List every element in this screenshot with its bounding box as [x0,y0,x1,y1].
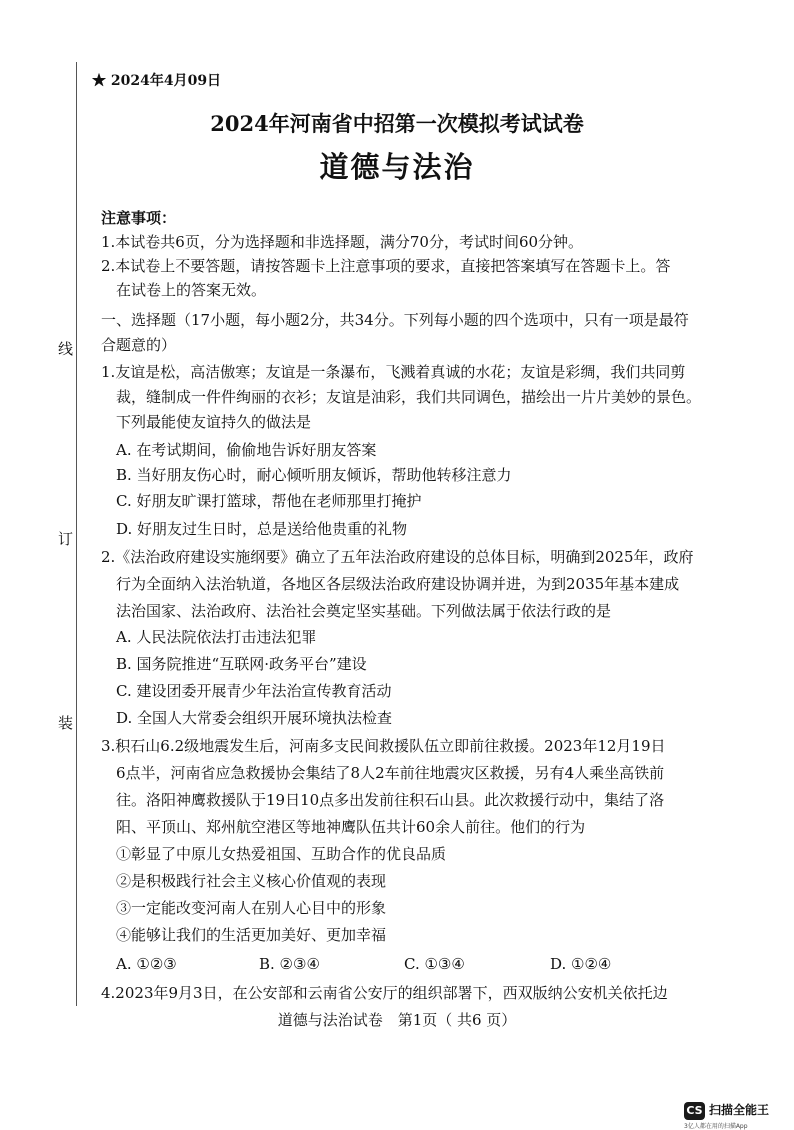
exam-title: 2024年河南省中招第一次模拟考试试卷 [210,111,584,136]
q2-option-c: C. 建设团委开展青少年法治宣传教育活动 [116,682,392,700]
q1-option-c: C. 好朋友旷课打篮球，帮他在老师那里打掩护 [116,492,422,510]
q3-stem-cont: 往。洛阳神鹰救援队于19日10点多出发前往积石山县。此次救援行动中，集结了洛 [116,791,665,809]
q3-statement-4: ④能够让我们的生活更加美好、更加幸福 [116,926,387,944]
binding-margin-line [76,62,77,1006]
camscanner-logo-icon: CS [684,1102,705,1120]
notice-heading: 注意事项： [101,209,177,227]
page-footer: 道德与法治试卷 第1页（ 共6 页） [277,1011,517,1029]
q3-statement-1: ①彰显了中原儿女热爱祖国、互助合作的优良品质 [116,845,447,863]
q1-stem: 1.友谊是松，高洁傲寒；友谊是一条瀑布，飞溅着真诚的水花；友谊是彩绸，我们共同剪 [101,363,686,381]
section-heading-cont: 合题意的） [101,336,177,354]
subject-title: 道德与法治 [319,150,475,184]
q2-option-a: A. 人民法院依法打击违法犯罪 [116,628,317,646]
section-heading: 一、选择题（17小题，每小题2分，共34分。下列每小题的四个选项中，只有一项是最符 [101,311,689,329]
margin-char-zhuang: 装 [58,714,74,732]
notice-item-2: 2.本试卷上不要答题，请按答题卡上注意事项的要求，直接把答案填写在答题卡上。答 [101,257,671,275]
margin-char-ding: 订 [58,530,74,548]
q1-stem-cont: 裁，缝制成一件件绚丽的衣衫；友谊是油彩，我们共同调色，描绘出一片片美妙的景色。 [116,388,702,406]
camscanner-tagline: 3亿人都在用的扫描App [684,1123,748,1130]
q3-option-d: D. ①②④ [550,955,612,973]
q2-option-b: B. 国务院推进“互联网·政务平台”建设 [116,655,367,673]
q3-stem-cont: 6点半，河南省应急救援协会集结了8人2车前往地震灾区救援，另有4人乘坐高铁前 [116,764,665,782]
q2-stem-cont: 行为全面纳入法治轨道，各地区各层级法治政府建设协调并进，为到2035年基本建成 [116,575,680,593]
q3-stem: 3.积石山6.2级地震发生后，河南多支民间救援队伍立即前往救援。2023年12月19日 [101,737,666,755]
q3-statement-2: ②是积极践行社会主义核心价值观的表现 [116,872,387,890]
camscanner-name: 扫描全能王 [709,1103,770,1117]
exam-date: ★ 2024年4月09日 [92,73,222,89]
q1-option-a: A. 在考试期间，偷偷地告诉好朋友答案 [116,441,377,459]
q2-option-d: D. 全国人大常委会组织开展环境执法检查 [116,709,393,727]
q3-stem-cont: 阳、平顶山、郑州航空港区等地神鹰队伍共计60余人前往。他们的行为 [116,818,586,836]
q3-option-c: C. ①③④ [404,955,465,973]
notice-item-1: 1.本试卷共6页，分为选择题和非选择题，满分70分，考试时间60分钟。 [101,233,584,251]
q2-stem: 2.《法治政府建设实施纲要》确立了五年法治政府建设的总体目标，明确到2025年，政府 [101,548,694,566]
q1-option-d: D. 好朋友过生日时，总是送给他贵重的礼物 [116,520,408,538]
margin-char-xian: 线 [58,340,74,358]
q2-stem-cont: 法治国家、法治政府、法治社会奠定坚实基础。下列做法属于依法行政的是 [116,602,612,620]
q1-option-b: B. 当好朋友伤心时，耐心倾听朋友倾诉，帮助他转移注意力 [116,466,512,484]
q3-statement-3: ③一定能改变河南人在别人心目中的形象 [116,899,387,917]
q3-option-a: A. ①②③ [116,955,177,973]
q4-stem: 4.2023年9月3日，在公安部和云南省公安厅的组织部署下，西双版纳公安机关依托边 [101,984,668,1002]
q3-option-b: B. ②③④ [259,955,320,973]
q1-stem-cont: 下列最能使友谊持久的做法是 [116,413,312,431]
notice-item-2-cont: 在试卷上的答案无效。 [116,281,267,299]
